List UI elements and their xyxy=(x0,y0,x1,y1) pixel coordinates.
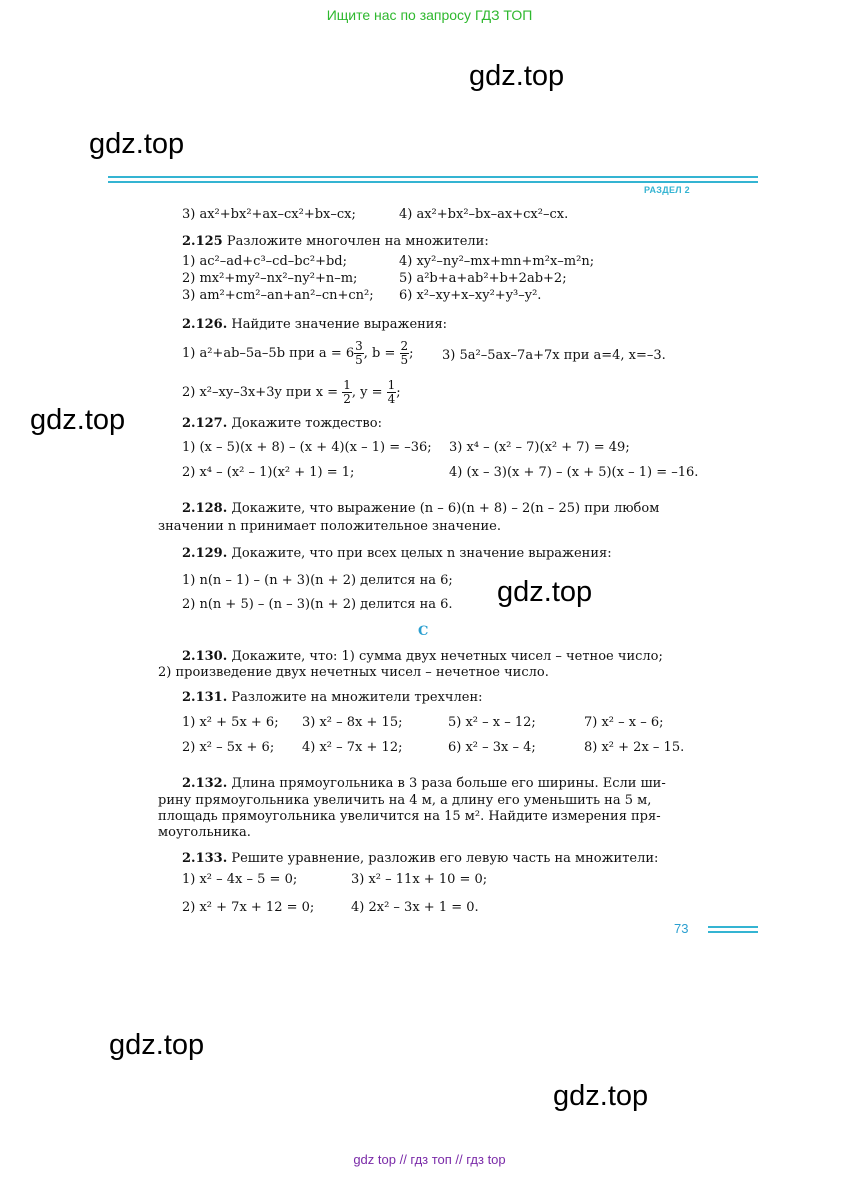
problem-2-125-heading: 2.125 Разложите многочлен на множители: xyxy=(182,234,489,249)
watermark: gdz.top xyxy=(30,404,126,436)
footer-rule xyxy=(708,926,758,928)
exercise-item: 3) ax²+bx²+ax–cx²+bx–cx; xyxy=(182,207,356,222)
exercise-item: 2) x²–xy–3x+3y при x = $\frac{1}{2}$ , y = $\frac{1}{4}$ ; xyxy=(182,378,401,406)
problem-2-132-line: площадь прямоугольника увеличится на 15 м². Найдите измерения пря- xyxy=(158,809,661,824)
problem-2-128-line: значении n принимает положительное значение. xyxy=(158,519,501,534)
problem-2-127-heading: 2.127. Докажите тождество: xyxy=(182,416,382,431)
exercise-item: 1) (x – 5)(x + 8) – (x + 4)(x – 1) = –36; xyxy=(182,440,432,455)
subsection-label: C xyxy=(418,624,429,639)
exercise-item: 8) x² + 2x – 15. xyxy=(584,740,685,755)
header-rule xyxy=(108,176,758,178)
exercise-item: 4) x² – 7x + 12; xyxy=(302,740,403,755)
exercise-item: 4) xy²–ny²–mx+mn+m²x–m²n; xyxy=(399,254,595,269)
page-number: 73 xyxy=(674,921,689,936)
top-banner[interactable]: Ищите нас по запросу ГДЗ ТОП xyxy=(326,7,533,23)
exercise-item: 5) x² – x – 12; xyxy=(448,715,536,730)
watermark: gdz.top xyxy=(497,576,593,608)
exercise-item: 6) x²–xy+x–xy²+y³–y². xyxy=(399,288,542,303)
problem-2-130-line: 2.130. Докажите, что: 1) сумма двух нечетных чисел – четное число; xyxy=(182,649,663,664)
exercise-item: 1) x² – 4x – 5 = 0; xyxy=(182,872,298,887)
fraction: $\frac{3}{5}$ xyxy=(355,339,363,367)
exercise-item: 2) x² – 5x + 6; xyxy=(182,740,275,755)
watermark: gdz.top xyxy=(469,60,565,92)
fraction: $\frac{1}{4}$ xyxy=(387,378,396,406)
exercise-item: 3) am²+cm²–an+an²–cn+cn²; xyxy=(182,288,374,303)
exercise-item: 2) x² + 7x + 12 = 0; xyxy=(182,900,315,915)
problem-2-132-line: моугольника. xyxy=(158,825,251,840)
exercise-item: 3) x² – 8x + 15; xyxy=(302,715,403,730)
problem-2-129-heading: 2.129. Докажите, что при всех целых n значение выражения: xyxy=(182,546,612,561)
watermark: gdz.top xyxy=(553,1080,649,1112)
exercise-item: 4) ax²+bx²–bx–ax+cx²–cx. xyxy=(399,207,569,222)
exercise-item: 1) n(n – 1) – (n + 3)(n + 2) делится на 6; xyxy=(182,573,453,588)
problem-2-130-line: 2) произведение двух нечетных чисел – нечетное число. xyxy=(158,665,549,680)
problem-2-133-heading: 2.133. Решите уравнение, разложив его левую часть на множители: xyxy=(182,851,659,866)
exercise-item: 3) x² – 11x + 10 = 0; xyxy=(351,872,488,887)
fraction: $\frac{1}{2}$ xyxy=(343,378,351,406)
problem-2-131-heading: 2.131. Разложите на множители трехчлен: xyxy=(182,690,483,705)
section-label: РАЗДЕЛ 2 xyxy=(644,185,690,195)
problem-2-128-line: 2.128. Докажите, что выражение (n – 6)(n + 8) – 2(n – 25) при любом xyxy=(182,501,660,516)
exercise-item: 6) x² – 3x – 4; xyxy=(448,740,536,755)
exercise-item: 3) x⁴ – (x² – 7)(x² + 7) = 49; xyxy=(449,440,630,455)
exercise-item: 2) mx²+my²–nx²–ny²+n–m; xyxy=(182,271,358,286)
exercise-item: 5) a²b+a+ab²+b+2ab+2; xyxy=(399,271,567,286)
watermark: gdz.top xyxy=(109,1029,205,1061)
exercise-item: 1) a²+ab–5a–5b при a = 6 $\frac{3}{5}$ , b = $\frac{2}{5}$ ; xyxy=(182,339,414,367)
exercise-item: 2) x⁴ – (x² – 1)(x² + 1) = 1; xyxy=(182,465,355,480)
exercise-item: 7) x² – x – 6; xyxy=(584,715,664,730)
fraction: $\frac{2}{5}$ xyxy=(400,339,409,367)
exercise-item: 2) n(n + 5) – (n – 3)(n + 2) делится на 6. xyxy=(182,597,453,612)
problem-2-132-line: 2.132. Длина прямоугольника в 3 раза больше его ширины. Если ши- xyxy=(182,776,666,791)
problem-2-126-heading: 2.126. Найдите значение выражения: xyxy=(182,317,448,332)
footer-rule xyxy=(708,931,758,933)
watermark: gdz.top xyxy=(89,128,185,160)
exercise-item: 3) 5a²–5ax–7a+7x при a=4, x=–3. xyxy=(442,348,666,363)
header-rule xyxy=(108,181,758,183)
exercise-item: 4) (x – 3)(x + 7) – (x + 5)(x – 1) = –16. xyxy=(449,465,699,480)
footer-links[interactable]: gdz top // гдз топ // гдз top xyxy=(353,1152,506,1167)
problem-2-132-line: рину прямоугольника увеличить на 4 м, а длину его уменьшить на 5 м, xyxy=(158,793,652,808)
exercise-item: 1) ac²–ad+c³–cd–bc²+bd; xyxy=(182,254,348,269)
exercise-item: 4) 2x² – 3x + 1 = 0. xyxy=(351,900,479,915)
exercise-item: 1) x² + 5x + 6; xyxy=(182,715,279,730)
